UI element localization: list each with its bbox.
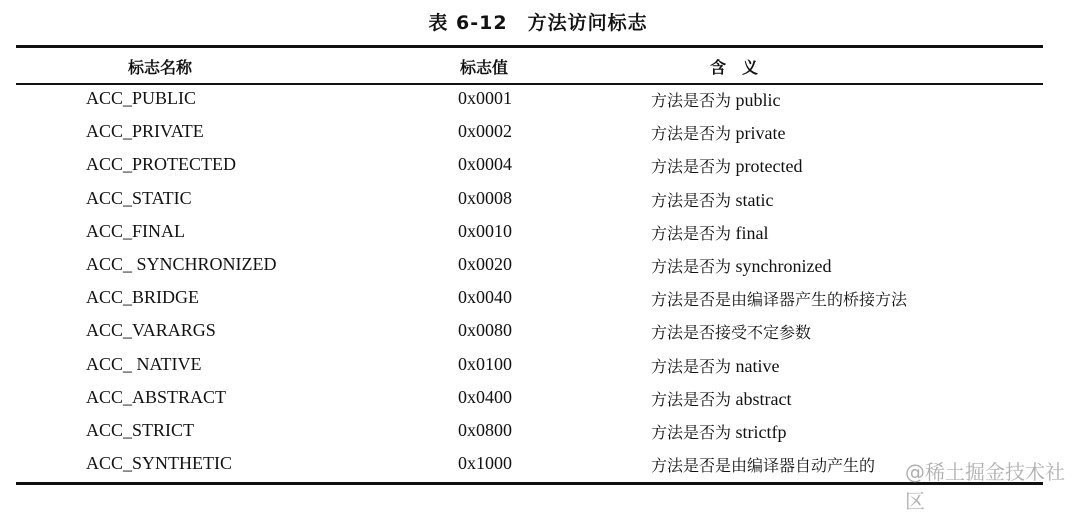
meaning-zh: 方法是否为 bbox=[651, 423, 732, 442]
table-row bbox=[0, 420, 1076, 453]
meaning-zh: 方法是否为 bbox=[651, 190, 732, 210]
meaning-zh: 方法是否为 bbox=[651, 157, 732, 177]
table-row bbox=[0, 320, 1076, 353]
flag-meaning bbox=[651, 121, 786, 144]
flag-meaning bbox=[651, 420, 787, 443]
table-row bbox=[0, 88, 1076, 121]
flag-meaning bbox=[651, 287, 907, 310]
bottom-rule bbox=[16, 482, 1043, 485]
table-row bbox=[0, 254, 1076, 287]
meaning-zh: 方法是否是由编译器自动产生的 bbox=[651, 456, 876, 476]
flag-name: ACC_ SYNCHRONIZED bbox=[86, 254, 277, 274]
meaning-en: protected bbox=[735, 156, 803, 177]
flag-name: ACC_ NATIVE bbox=[86, 353, 202, 374]
table-row bbox=[0, 354, 1076, 387]
flag-name: ACC_BRIDGE bbox=[86, 287, 200, 308]
meaning-en: strictfp bbox=[735, 422, 787, 442]
flag-name: ACC_STATIC bbox=[86, 187, 192, 208]
table-row bbox=[0, 287, 1076, 320]
flag-value: 0x0100 bbox=[458, 353, 512, 374]
table-title: 表 6-12 方法访问标志 bbox=[428, 12, 648, 34]
flag-value: 0x0008 bbox=[458, 187, 512, 208]
meaning-en: public bbox=[735, 90, 781, 110]
table-row bbox=[0, 188, 1076, 221]
table-row bbox=[0, 121, 1076, 154]
flag-value: 0x0001 bbox=[458, 88, 512, 108]
header-flag-value: 标志值 bbox=[460, 58, 509, 77]
flag-meaning bbox=[651, 320, 811, 343]
flag-name: ACC_ABSTRACT bbox=[86, 386, 227, 407]
meaning-zh: 方法是否为 bbox=[651, 124, 732, 144]
flag-value: 0x0002 bbox=[458, 121, 512, 142]
flag-name: ACC_STRICT bbox=[86, 420, 195, 440]
meaning-en: private bbox=[735, 123, 786, 144]
meaning-en: static bbox=[735, 189, 774, 210]
meaning-zh: 方法是否为 bbox=[651, 223, 732, 243]
flag-value: 0x0010 bbox=[458, 220, 512, 241]
flag-name: ACC_SYNTHETIC bbox=[86, 453, 233, 474]
table-row bbox=[0, 221, 1076, 254]
meaning-zh: 方法是否是由编译器产生的桥接方法 bbox=[651, 290, 908, 310]
flag-value: 0x0080 bbox=[458, 320, 512, 341]
flag-name: ACC_FINAL bbox=[86, 220, 186, 241]
flag-meaning bbox=[651, 354, 780, 377]
meaning-en: synchronized bbox=[735, 256, 832, 276]
flag-value: 0x0400 bbox=[458, 386, 512, 407]
flag-value: 0x0004 bbox=[458, 154, 512, 175]
flag-meaning bbox=[651, 254, 831, 277]
meaning-zh: 方法是否为 bbox=[651, 356, 732, 376]
header-meaning: 含 义 bbox=[710, 58, 759, 77]
flag-name: ACC_PRIVATE bbox=[86, 121, 204, 142]
watermark: @稀土掘金技术社区 bbox=[905, 460, 1065, 513]
flag-meaning bbox=[651, 221, 769, 244]
flag-meaning bbox=[651, 154, 802, 177]
meaning-zh: 方法是否接受不定参数 bbox=[651, 323, 812, 343]
flag-name: ACC_PROTECTED bbox=[86, 154, 237, 175]
meaning-zh: 方法是否为 bbox=[651, 389, 732, 409]
flag-meaning bbox=[651, 387, 791, 410]
flag-name: ACC_PUBLIC bbox=[86, 88, 197, 108]
flag-value: 0x0800 bbox=[458, 420, 512, 440]
meaning-zh: 方法是否为 bbox=[651, 257, 732, 276]
meaning-en: abstract bbox=[735, 388, 792, 409]
flag-meaning bbox=[651, 453, 875, 476]
header-flag-name: 标志名称 bbox=[128, 58, 193, 77]
meaning-en: native bbox=[735, 355, 780, 376]
flag-meaning bbox=[651, 88, 781, 111]
top-rule bbox=[16, 45, 1043, 48]
table-row bbox=[0, 154, 1076, 187]
flag-value: 0x1000 bbox=[458, 453, 512, 474]
flag-name: ACC_VARARGS bbox=[86, 320, 216, 341]
flag-meaning bbox=[651, 188, 774, 211]
meaning-en: final bbox=[735, 222, 769, 243]
flag-value: 0x0040 bbox=[458, 287, 512, 308]
meaning-zh: 方法是否为 bbox=[651, 91, 732, 110]
table-row bbox=[0, 387, 1076, 420]
flag-value: 0x0020 bbox=[458, 254, 512, 274]
header-rule bbox=[16, 83, 1043, 85]
